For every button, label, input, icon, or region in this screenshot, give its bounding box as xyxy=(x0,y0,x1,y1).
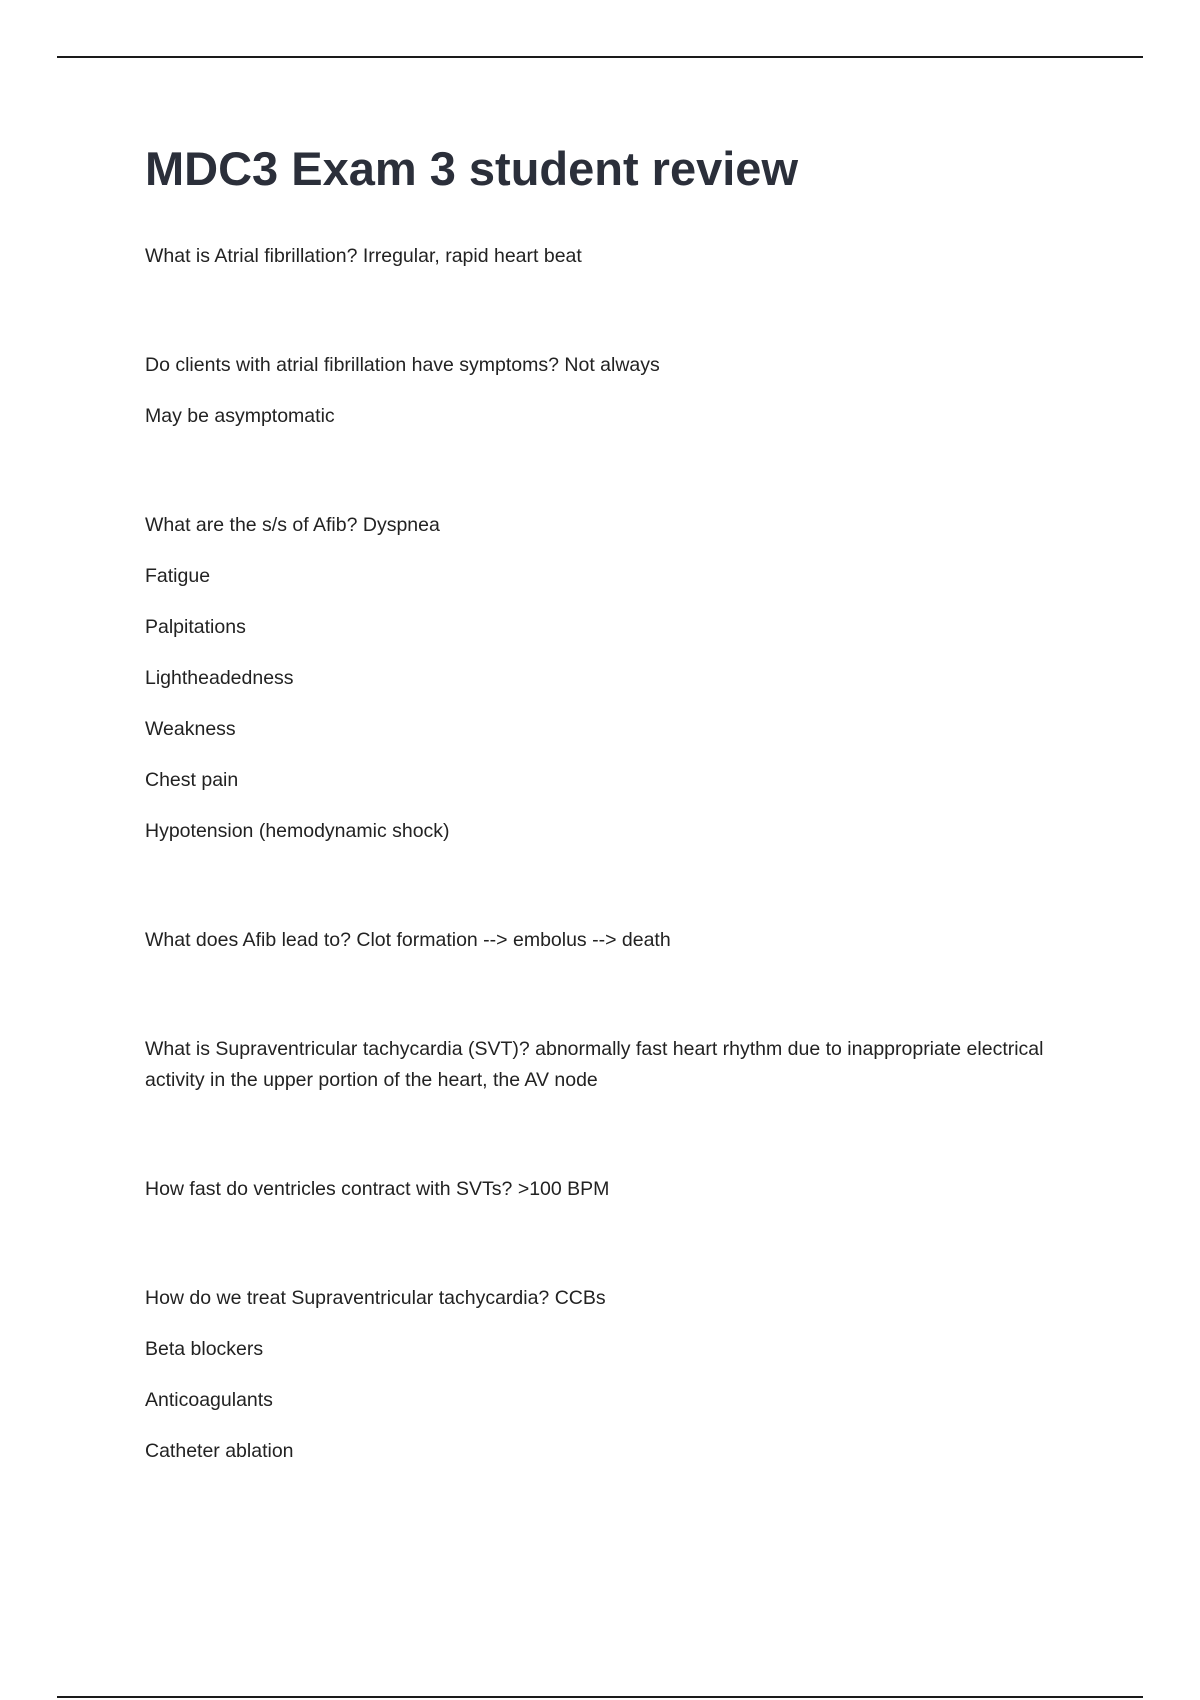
qa-question: What does Afib lead to? Clot formation --> embolus --> death xyxy=(145,928,671,951)
qa-answer-line: Weakness xyxy=(145,717,236,740)
qa-question: How fast do ventricles contract with SVTs? >100 BPM xyxy=(145,1177,610,1200)
bottom-rule xyxy=(57,1696,1143,1698)
qa-entry xyxy=(145,350,1105,432)
qa-entry xyxy=(145,1034,1105,1096)
qa-entry xyxy=(145,241,1105,272)
qa-answer-line: May be asymptomatic xyxy=(145,404,335,427)
qa-answer-line: Palpitations xyxy=(145,615,246,638)
page-title: MDC3 Exam 3 student review xyxy=(145,142,798,195)
top-rule xyxy=(57,56,1143,58)
qa-answer-line: Fatigue xyxy=(145,564,211,587)
qa-answer-line: Anticoagulants xyxy=(145,1388,273,1411)
qa-question: What is Supraventricular tachycardia (SVT)? abnormally fast heart rhythm due to inappropriate electrical activity in the upper portion of the heart, the AV node xyxy=(145,1037,1044,1091)
qa-question: What is Atrial fibrillation? Irregular, rapid heart beat xyxy=(145,244,582,267)
qa-answer-line: Chest pain xyxy=(145,768,239,791)
qa-answer-line: Beta blockers xyxy=(145,1337,264,1360)
qa-question: How do we treat Supraventricular tachycardia? CCBs xyxy=(145,1286,606,1309)
qa-entry xyxy=(145,1174,1105,1205)
qa-entry xyxy=(145,925,1105,956)
qa-entry xyxy=(145,510,1105,847)
qa-question: What are the s/s of Afib? Dyspnea xyxy=(145,513,440,536)
qa-answer-line: Catheter ablation xyxy=(145,1439,294,1462)
qa-answer-line: Hypotension (hemodynamic shock) xyxy=(145,819,450,842)
qa-entry xyxy=(145,1283,1105,1467)
qa-answer-line: Lightheadedness xyxy=(145,666,294,689)
document-body xyxy=(145,140,1105,1545)
qa-question: Do clients with atrial fibrillation have symptoms? Not always xyxy=(145,353,660,376)
